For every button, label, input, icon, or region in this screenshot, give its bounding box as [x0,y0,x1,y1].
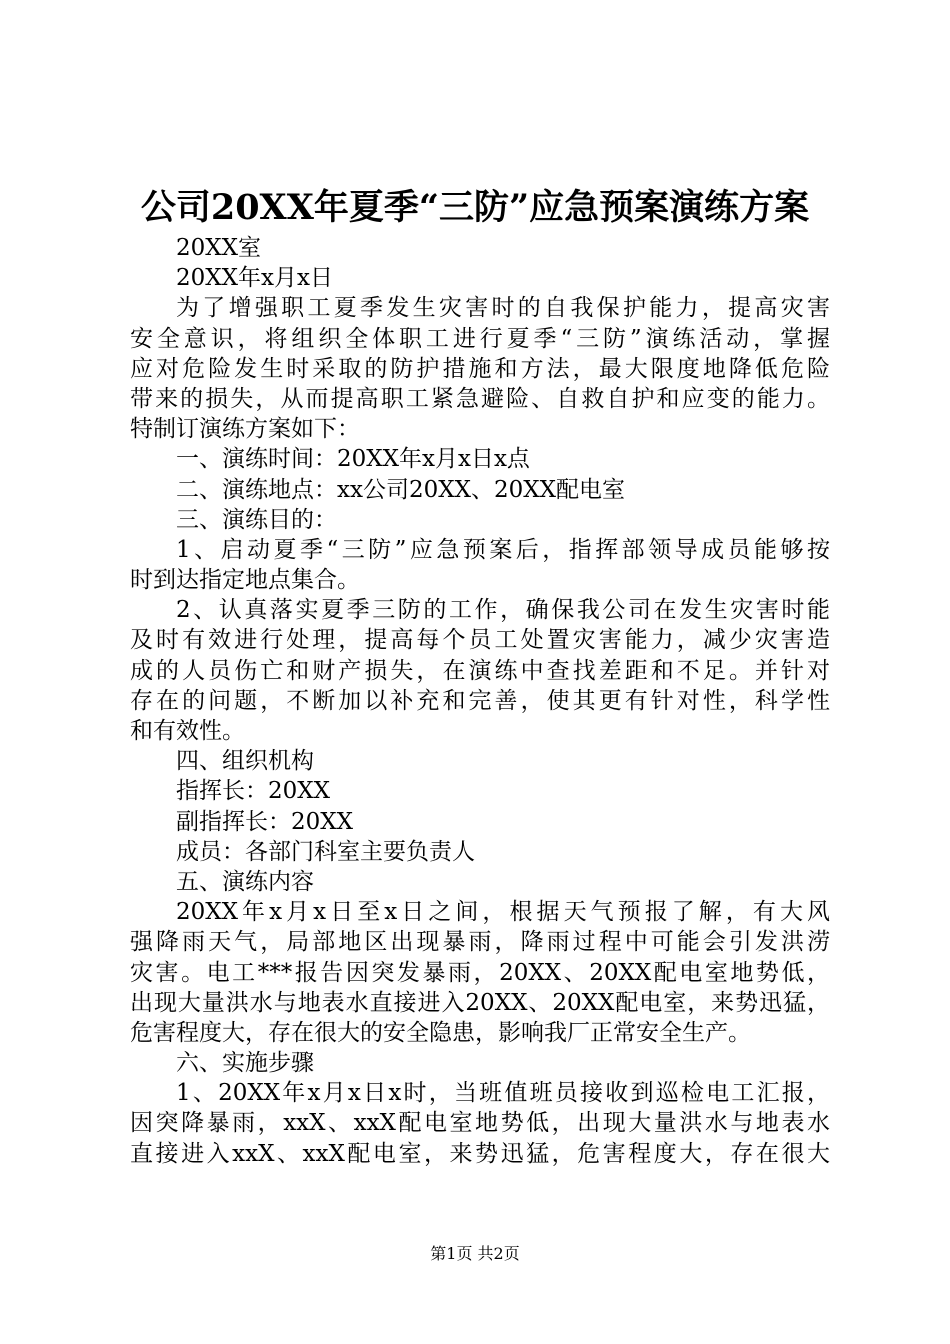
department-line: 20XX室 [176,235,262,261]
section-heading: 一、演练时间：20XX年x月x日x点 [176,446,530,473]
paragraph-line: 和有效性。 [130,718,245,744]
paragraph-line: 特制订演练方案如下： [130,416,360,443]
paragraph-line: 及时有效进行处理，提高每个员工处置灾害能力，减少灾害造 [130,627,830,654]
paragraph-line: 1、启动夏季“三防”应急预案后，指挥部领导成员能够按 [176,536,830,563]
paragraph-line: 存在的问题，不断加以补充和完善，使其更有针对性，科学性 [130,687,830,714]
date-line: 20XX年x月x日 [176,265,333,292]
document-title: 公司20XX年夏季“三防”应急预案演练方案 [140,187,810,228]
paragraph-line: 2、认真落实夏季三防的工作，确保我公司在发生灾害时能 [176,597,830,624]
paragraph-line: 因突降暴雨，xxX、xxX配电室地势低，出现大量洪水与地表水 [130,1110,830,1137]
section-heading: 五、演练内容 [176,868,314,895]
section-heading: 六、实施步骤 [176,1050,314,1077]
paragraph-line: 成的人员伤亡和财产损失，在演练中查找差距和不足。并针对 [130,657,830,684]
section-heading: 四、组织机构 [176,748,314,775]
paragraph-line: 灾害。电工***报告因突发暴雨，20XX、20XX配电室地势低， [130,959,830,986]
paragraph-line: 安全意识，将组织全体职工进行夏季“三防”演练活动，掌握 [130,325,830,352]
org-line: 成员：各部门科室主要负责人 [176,838,475,865]
page-footer: 第1页 共2页 [430,1244,520,1263]
paragraph-line: 应对危险发生时采取的防护措施和方法，最大限度地降低危险 [130,355,830,382]
paragraph-line: 为了增强职工夏季发生灾害时的自我保护能力，提高灾害 [176,295,830,322]
paragraph-line: 危害程度大，存在很大的安全隐患，影响我厂正常安全生产。 [130,1019,751,1046]
paragraph-line: 出现大量洪水与地表水直接进入20XX、20XX配电室，来势迅猛， [130,989,830,1016]
org-line: 副指挥长：20XX [176,808,354,835]
paragraph-line: 时到达指定地点集合。 [130,567,360,594]
paragraph-line: 20XX年x月x日至x日之间，根据天气预报了解，有大风 [176,899,830,926]
org-line: 指挥长：20XX [176,778,331,805]
paragraph-line: 带来的损失，从而提高职工紧急避险、自救自护和应变的能力。 [130,385,830,412]
document-body [130,233,830,1169]
paragraph-line: 1、20XX年x月x日x时，当班值班员接收到巡检电工汇报， [176,1080,830,1107]
paragraph-line: 直接进入xxX、xxX配电室，来势迅猛，危害程度大，存在很大 [130,1140,830,1167]
section-heading: 三、演练目的： [176,506,337,533]
paragraph-line: 强降雨天气，局部地区出现暴雨，降雨过程中可能会引发洪涝 [130,929,830,956]
section-heading: 二、演练地点：xx公司20XX、20XX配电室 [176,476,625,503]
